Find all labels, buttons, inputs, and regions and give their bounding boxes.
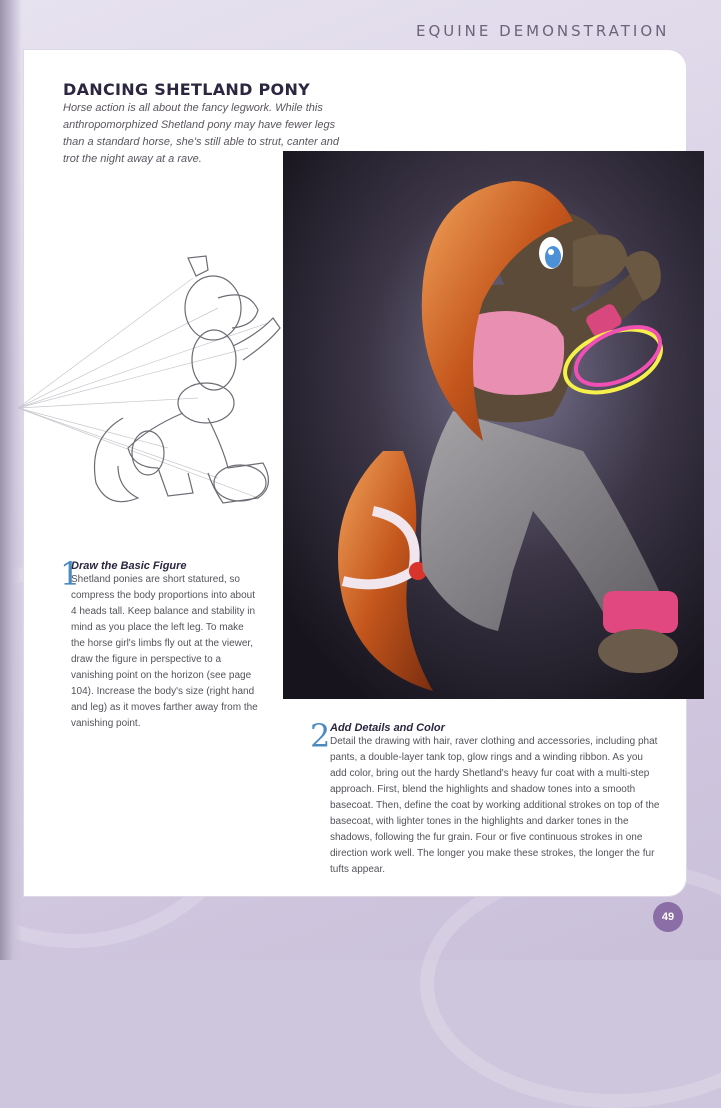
article-intro: Horse action is all about the fancy legwork. While this anthropomorphized Shetland pony may have fewer legs than a standard horse, she's still able to strut, canter and trot the night away at a rave. xyxy=(63,102,340,165)
step-body: Shetland ponies are short statured, so compress the body proportions into about 4 heads tall. Keep balance and stability in mind as you place the left leg. To make the horse girl's limbs fly out at the viewer, draw the figure in perspective to a vanishing point on the horizon (see page 104). Increase the body's size (right hand and leg) as it moves farther away from the vanishing point. xyxy=(71,574,258,729)
section-header: EQUINE DEMONSTRATION xyxy=(416,22,670,40)
step-body: Detail the drawing with hair, raver clothing and accessories, including phat pants, a double-layer tank top, glow rings and a winding ribbon. As you add color, bring out the hardy Shetland's heavy fur coat with a multi-step approach. First, blend the highlights and shadow tones into a smooth basecoat. Then, define the coat by working additional strokes on top of the basecoat, with lighter tones in the highlights and darker tones in the shadows, following the fur grain. Four or five continuous strokes in one direction work well. The longer you make these strokes, the longer the fur tufts appear. xyxy=(330,736,660,875)
step-number: 2 xyxy=(310,717,331,755)
step-title: Draw the Basic Figure xyxy=(71,560,187,572)
pencil-sketch-illustration xyxy=(18,248,288,538)
step-1 xyxy=(60,555,260,732)
step-title: Add Details and Color xyxy=(330,722,445,734)
article-title: DANCING SHETLAND PONY xyxy=(63,80,311,99)
page-number: 49 xyxy=(653,902,683,932)
step-2 xyxy=(310,717,660,878)
step-number: 1 xyxy=(60,555,81,593)
finished-pony-artwork xyxy=(283,151,704,699)
